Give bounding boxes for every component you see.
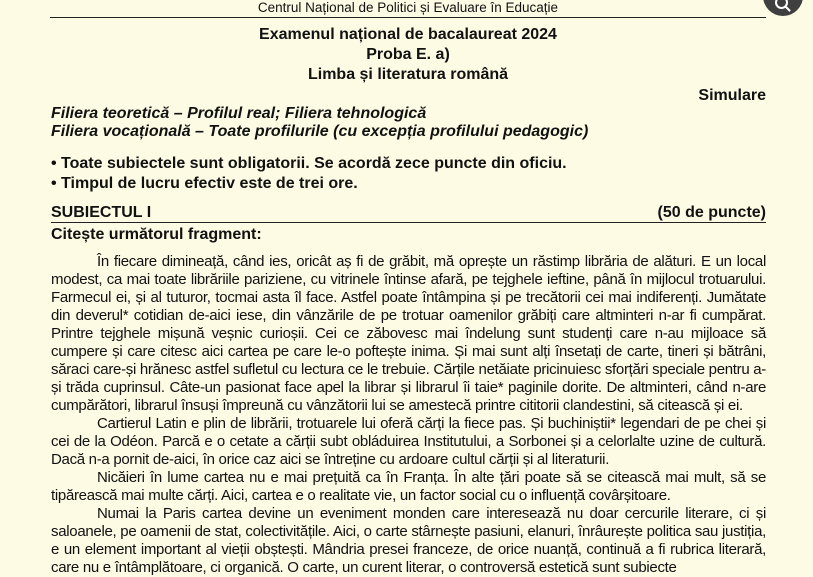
fragment-paragraph: Cartierul Latin e plin de librării, trotuarele lui oferă cărți la fiece pas. Și buchiniștii* legendari de pe chei și cei de la Odéon. Parcă e o cetate a cărții subt obláduirea Institutului, a Sorbonei și a celorlalte uzine de cultură. Dacă n-a pornit de-aici, în orice caz aici se întreține cu ardoare cultul cărții și al literaturii. <box>51 415 766 468</box>
fragment-paragraph: În fiecare dimineață, când ies, oricât aș fi de grăbit, mă oprește un răstimp librăria de alături. E un local modest, ca mai toate librăriile pariziene, cu vitrinele întinse afară, pe tejghele ieftine, până în mijlocul trotuarului. Farmecul ei, și al tuturor, tocmai asta îl face. Astfel poate întâmpina și pe trecătorii cei mai indiferenți. Jumătate din deverul* cotidian de-aici iese, din vânzările de pe trotuar oamenilor grăbiți care altminteri n-ar fi cumpărat. Printre tejghele mișună veșnic curioșii. Cei ce zăbovesc mai îndelung sunt studenți care n-au mijloace să cumpere și care citesc aici cartea pe care le-o poftește inima. Și mai sunt alți însetați de carte, tineri și bătrâni, săraci care-și hrănesc astfel sufletul cu lectura ce le trebuie. Cărțile netăiate pricinuiesc sforțări speciale pentru a-și trăda cuprinsul. Câte-un pasionat face apel la librar și librarul îi taie* paginile dorite. De altminteri, când n-are cumpărători, librarul însuși împreună cu vânzătorii lui se amestecă printre cititorii clandestini, să citească și ei. <box>51 253 766 414</box>
fragment-paragraph: Nicăieri în lume cartea nu e mai prețuită ca în Franța. În alte țări poate să se citească mai mult, să se tipărească mai multe cărți. Aici, cartea e o realitate vie, un factor social cu o influență covârșitoare. <box>51 469 766 504</box>
exam-title: Examenul național de bacalaureat 2024 <box>259 26 557 43</box>
exam-proba: Proba E. a) <box>366 46 450 63</box>
subject-points: (50 de puncte) <box>657 204 766 221</box>
filiera-line: Filiera teoretică – Profilul real; Filiera tehnologică <box>51 105 427 122</box>
exam-subject: Limba și literatura română <box>307 66 509 83</box>
fragment-text <box>51 253 766 577</box>
subject-heading <box>51 204 766 223</box>
fragment-paragraph: Numai la Paris cartea devine un eveniment monden care interesează nu doar cercurile literare, ci și saloanele, pe oamenii de stat, colectivitățile. Aici, o carte stârnește pasiuni, elanuri, înrâurește politica sau justiția, e un element important al vieții obștești. Mândria presei franceze, de orice nuanță, continuă a fi rubrica literară, care nu e întâmplătoare, ci organică. O carte, un curent literar, o controversă estetică sunt subiecte <box>51 505 766 576</box>
filiera-line: Filiera vocațională – Toate profilurile (cu excepția profilului pedagogic) <box>51 123 589 140</box>
zoom-button[interactable] <box>763 0 803 16</box>
rule-line: • Timpul de lucru efectiv este de trei ore. <box>51 175 358 192</box>
subject-instruction: Citește următorul fragment: <box>51 226 262 243</box>
magnifier-icon <box>775 0 788 9</box>
institution-header: Centrul Național de Politici și Evaluare în Educație <box>50 0 766 18</box>
subject-label: SUBIECTUL I <box>51 204 152 221</box>
session-label: Simulare <box>698 87 766 104</box>
rule-line: • Toate subiectele sunt obligatorii. Se acordă zece puncte din oficiu. <box>51 155 567 172</box>
